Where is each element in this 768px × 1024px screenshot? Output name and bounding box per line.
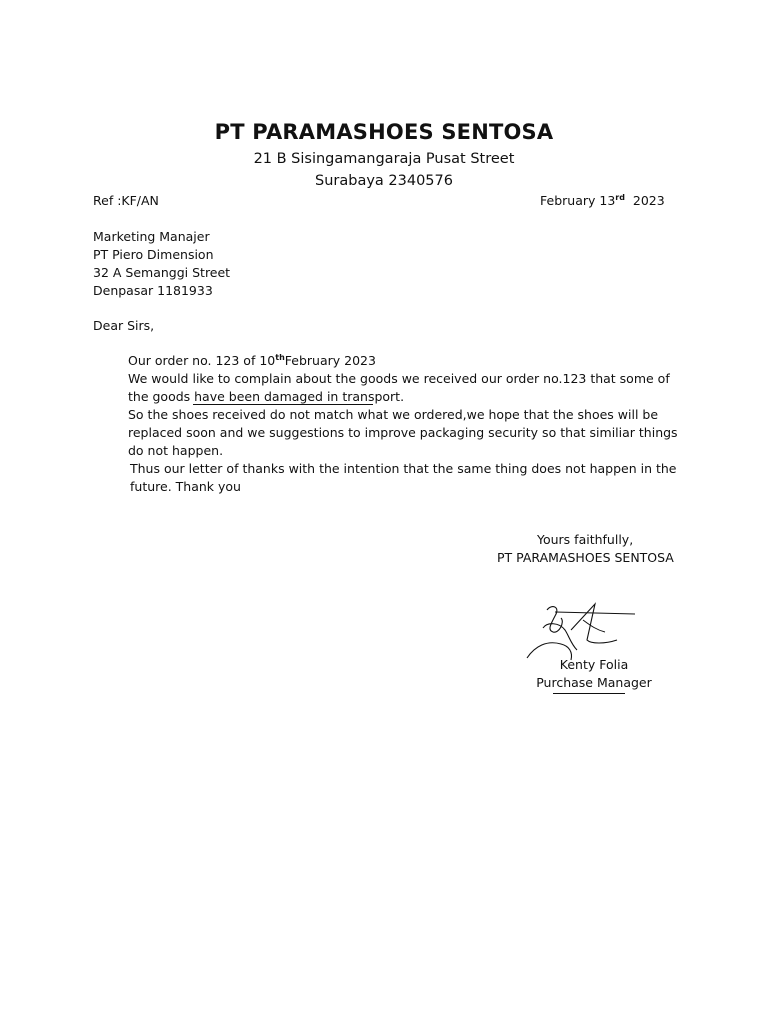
signatory-block — [529, 656, 659, 692]
reference: Ref :KF/AN — [93, 193, 159, 208]
recipient-line: 32 A Semanggi Street — [93, 265, 231, 280]
complimentary-close: Yours faithfully, — [537, 532, 634, 547]
order-line-suffix: th — [275, 353, 285, 362]
body-paragraph-1: We would like to complain about the goods we received our order no.123 that some of the goods have been damaged in transport. — [128, 371, 670, 404]
order-reference-line — [93, 352, 683, 370]
handwritten-underline — [193, 404, 373, 405]
signature-rule — [553, 693, 625, 694]
date-suffix: rd — [615, 193, 625, 202]
letter-date — [540, 192, 665, 210]
closing-company: PT PARAMASHOES SENTOSA — [497, 550, 674, 565]
recipient-line: Denpasar 1181933 — [93, 283, 213, 298]
salutation: Dear Sirs, — [93, 318, 155, 333]
recipient-line: PT Piero Dimension — [93, 247, 214, 262]
body-paragraph-3: Thus our letter of thanks with the intention that the same thing does not happen in the future. Thank you — [130, 461, 677, 494]
company-address-street: 21 B Sisingamangaraja Pusat Street — [253, 151, 515, 167]
order-line-start: Our order no. 123 of 10 — [128, 353, 276, 368]
signatory-name: Kenty Folia — [559, 657, 629, 672]
recipient-address — [93, 228, 230, 300]
company-name: PT PARAMASHOES SENTOSA — [214, 120, 554, 144]
recipient-line: Marketing Manajer — [93, 229, 210, 244]
body-paragraph-2: So the shoes received do not match what we ordered,we hope that the shoes will be replaced soon and we suggestions to improve packaging security so that similiar things do not happen. — [128, 407, 678, 458]
signatory-title: Purchase Manager — [536, 675, 652, 690]
order-line-end: February 2023 — [284, 353, 376, 368]
date-month-day: February 13 — [540, 193, 616, 208]
date-year: 2023 — [632, 193, 665, 208]
letter-body — [93, 352, 683, 496]
closing — [497, 531, 674, 567]
company-address-city: Surabaya 2340576 — [315, 173, 453, 189]
